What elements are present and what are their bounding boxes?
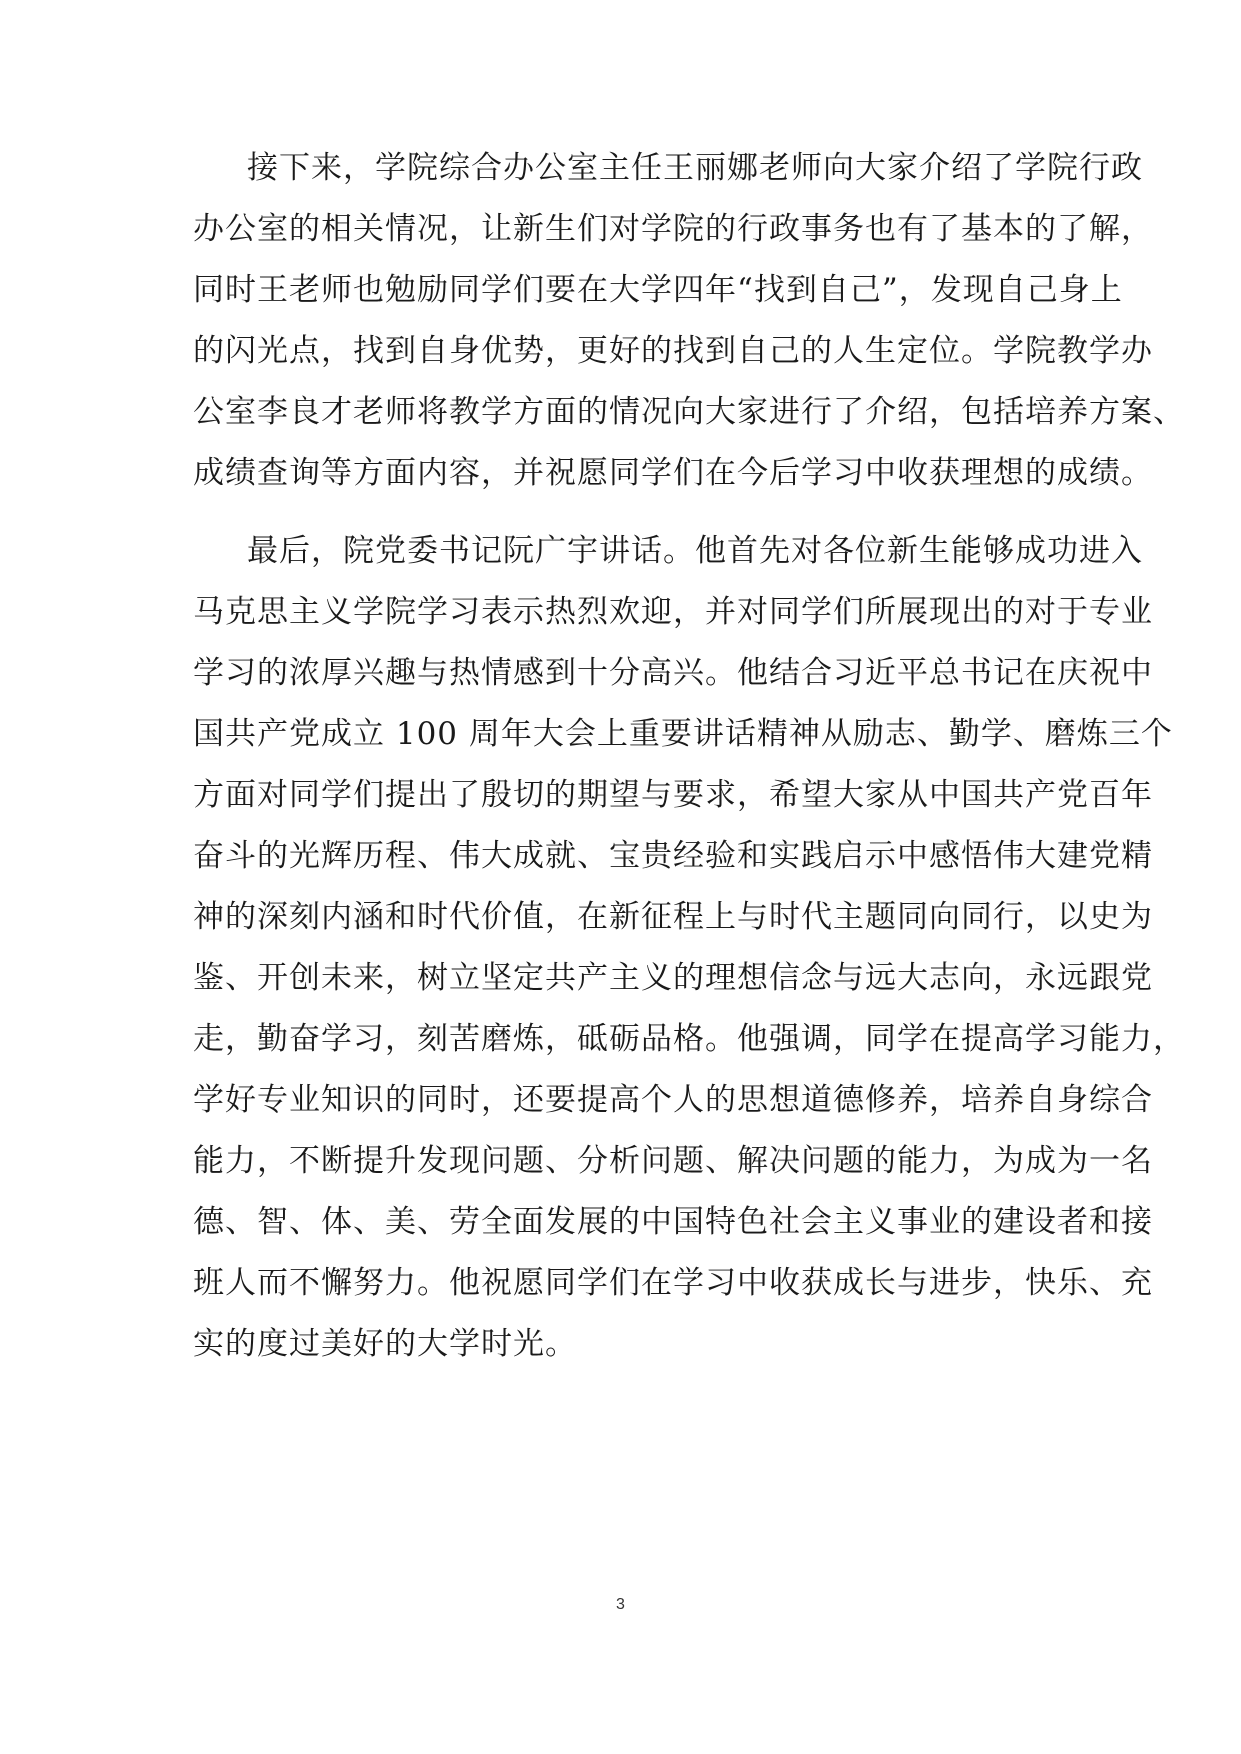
paragraph-line: 成绩查询等方面内容，并祝愿同学们在今后学习中收获理想的成绩。 (193, 455, 1153, 491)
paragraph-line: 学习的浓厚兴趣与热情感到十分高兴。他结合习近平总书记在庆祝中 (193, 655, 1153, 691)
paragraph-line: 学好专业知识的同时，还要提高个人的思想道德修养，培养自身综合 (193, 1082, 1153, 1118)
paragraph-line: 国共产党成立 100 周年大会上重要讲话精神从励志、勤学、磨炼三个 (193, 716, 1173, 752)
paragraph-line: 方面对同学们提出了殷切的期望与要求，希望大家从中国共产党百年 (193, 777, 1153, 813)
paragraph-line: 同时王老师也勉励同学们要在大学四年“找到自己”，发现自己身上 (193, 272, 1123, 308)
paragraph-line: 奋斗的光辉历程、伟大成就、宝贵经验和实践启示中感悟伟大建党精 (193, 838, 1153, 874)
paragraph-line: 的闪光点，找到自身优势，更好的找到自己的人生定位。学院教学办 (193, 333, 1153, 369)
paragraph-line: 办公室的相关情况，让新生们对学院的行政事务也有了基本的了解， (193, 211, 1153, 247)
paragraph-line: 马克思主义学院学习表示热烈欢迎，并对同学们所展现出的对于专业 (193, 594, 1153, 630)
paragraph-line: 能力，不断提升发现问题、分析问题、解决问题的能力，为成为一名 (193, 1143, 1153, 1179)
paragraph-line: 最后，院党委书记阮广宇讲话。他首先对各位新生能够成功进入 (247, 533, 1143, 569)
paragraph-line: 鉴、开创未来，树立坚定共产主义的理想信念与远大志向，永远跟党 (193, 960, 1153, 996)
page-number: 3 (616, 1596, 625, 1613)
paragraph-line: 德、智、体、美、劳全面发展的中国特色社会主义事业的建设者和接 (193, 1204, 1153, 1240)
paragraph-line: 班人而不懈努力。他祝愿同学们在学习中收获成长与进步，快乐、充 (193, 1265, 1153, 1301)
paragraph-line: 公室李良才老师将教学方面的情况向大家进行了介绍，包括培养方案、 (193, 394, 1185, 430)
paragraph-line: 神的深刻内涵和时代价值，在新征程上与时代主题同向同行，以史为 (193, 899, 1153, 935)
paragraph-line: 走，勤奋学习，刻苦磨炼，砥砺品格。他强调，同学在提高学习能力， (193, 1021, 1185, 1057)
paragraph-line: 实的度过美好的大学时光。 (193, 1326, 577, 1362)
paragraph-line: 接下来，学院综合办公室主任王丽娜老师向大家介绍了学院行政 (247, 150, 1143, 186)
